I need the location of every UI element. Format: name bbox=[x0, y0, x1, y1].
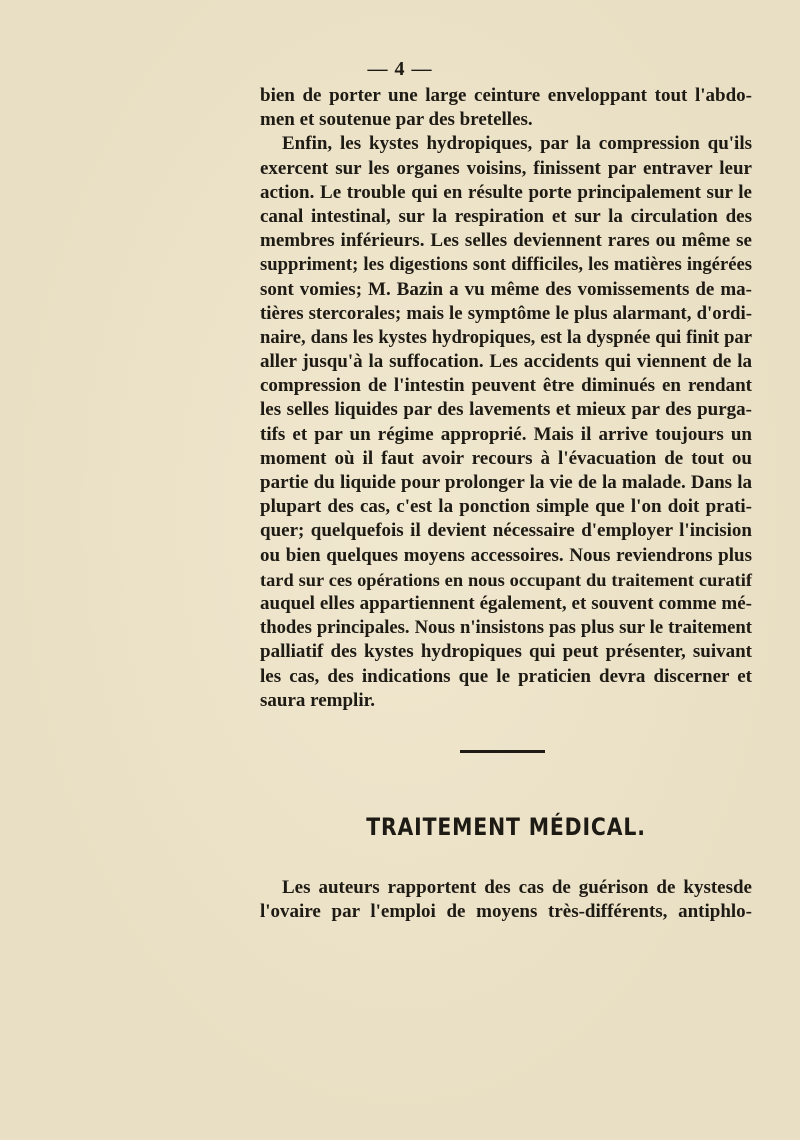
text-line: bien de porter une large ceinture enveloppant tout l'abdo- bbox=[260, 85, 752, 106]
text-line: Les auteurs rapportent des cas de guérison de kystesde bbox=[282, 877, 752, 898]
text-line: les cas, des indications que le praticien devra discerner et bbox=[260, 665, 752, 687]
text-line: men et soutenue par des bretelles. bbox=[260, 109, 533, 131]
text-line: l'ovaire par l'emploi de moyens très-différents, antiphlo- bbox=[260, 901, 752, 923]
text-line: suppriment; les digestions sont difficiles, les matières ingérées bbox=[260, 254, 752, 276]
text-line: ou bien quelques moyens accessoires. Nous reviendrons plus bbox=[260, 544, 752, 566]
text-line: thodes principales. Nous n'insistons pas plus sur le traitement bbox=[260, 617, 752, 639]
text-line: les selles liquides par des lavements et mieux par des purga- bbox=[260, 399, 752, 421]
text-line: membres inférieurs. Les selles deviennent rares ou même se bbox=[260, 230, 752, 252]
text-line: moment où il faut avoir recours à l'évacuation de tout ou bbox=[260, 447, 752, 469]
text-line: saura remplir. bbox=[260, 689, 376, 711]
text-line: palliatif des kystes hydropiques qui peut présenter, suivant bbox=[260, 641, 752, 663]
section-paragraph bbox=[260, 876, 752, 924]
text-line: action. Le trouble qui en résulte porte principalement sur le bbox=[260, 181, 752, 203]
text-line: aller jusqu'à la suffocation. Les accidents qui viennent de la bbox=[260, 351, 752, 373]
text-line: tifs et par un régime approprié. Mais il arrive toujours un bbox=[260, 423, 752, 445]
text-line: auquel elles appartiennent également, et souvent comme mé- bbox=[260, 592, 752, 614]
text-line: tières stercorales; mais le symptôme le plus alarmant, d'ordi- bbox=[260, 302, 752, 324]
text-line: partie du liquide pour prolonger la vie de la malade. Dans la bbox=[260, 472, 752, 493]
text-line: exercent sur les organes voisins, finissent par entraver leur bbox=[260, 157, 752, 179]
section-title: TRAITEMENT MÉDICAL. bbox=[366, 813, 646, 841]
text-line: tard sur ces opérations en nous occupant du traitement curatif bbox=[260, 569, 752, 590]
main-paragraph bbox=[260, 84, 752, 713]
text-line: naire, dans les kystes hydropiques, est la dyspnée qui finit par bbox=[260, 326, 752, 348]
text-line: sont vomies; M. Bazin a vu même des vomissements de ma- bbox=[260, 278, 752, 300]
section-divider bbox=[460, 750, 545, 753]
page-number: — 4 — bbox=[367, 58, 433, 80]
text-line: compression de l'intestin peuvent être diminués en rendant bbox=[260, 375, 752, 397]
text-line: Enfin, les kystes hydropiques, par la compression qu'ils bbox=[282, 133, 752, 155]
text-line: plupart des cas, c'est la ponction simple que l'on doit prati- bbox=[260, 496, 752, 518]
text-line: canal intestinal, sur la respiration et sur la circulation des bbox=[260, 205, 752, 227]
text-line: quer; quelquefois il devient nécessaire d'employer l'incision bbox=[260, 520, 752, 542]
